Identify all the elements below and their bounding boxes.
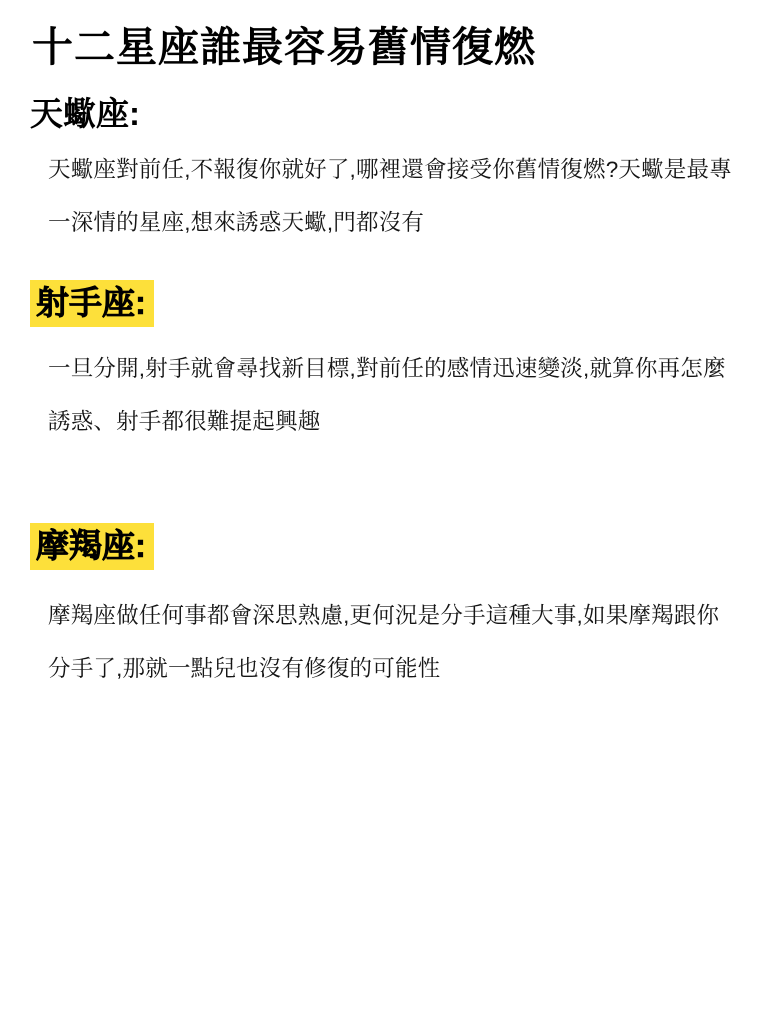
- section-body-sagittarius: 一旦分開,射手就會尋找新目標,對前任的感情迅速變淡,就算你再怎麼誘惑、射手都很難提起興趣: [48, 356, 726, 435]
- section-heading-sagittarius: 射手座:: [30, 280, 154, 327]
- section-body-capricorn: 摩羯座做任何事都會深思熟慮,更何況是分手這種大事,如果摩羯跟你分手了,那就一點兒也沒有修復的可能性: [48, 603, 720, 682]
- section-sagittarius: [26, 280, 738, 449]
- section-heading-capricorn: 摩羯座:: [30, 523, 154, 570]
- page-title: 十二星座誰最容易舊情復燃: [32, 24, 536, 70]
- section-capricorn: [26, 523, 738, 696]
- section-body-scorpio: 天蠍座對前任,不報復你就好了,哪裡還會接受你舊情復燃?天蠍是最專一深情的星座,想來誘惑天蠍,門都沒有: [48, 157, 732, 236]
- section-heading-scorpio: 天蠍座:: [30, 95, 140, 133]
- section-scorpio: [26, 93, 738, 250]
